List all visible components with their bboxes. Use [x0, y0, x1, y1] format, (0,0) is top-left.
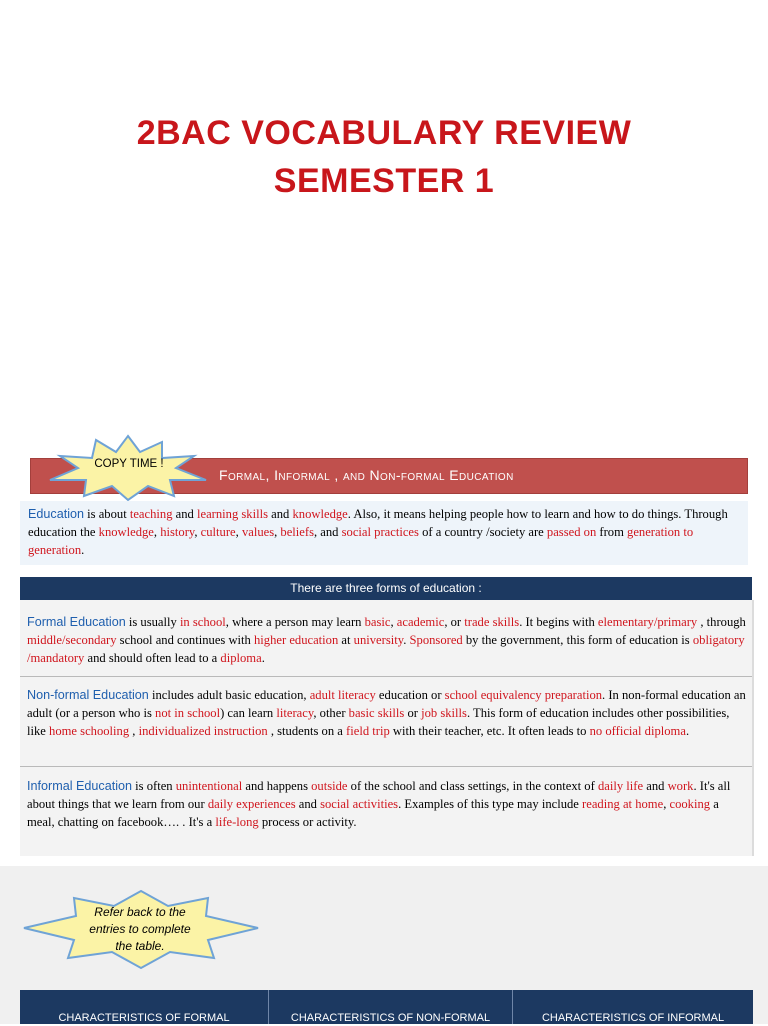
informal-education-paragraph — [27, 777, 747, 831]
vocabulary-term: basic — [364, 615, 391, 629]
text-run: , through — [697, 615, 746, 629]
vocabulary-term: job skills — [421, 706, 467, 720]
vocabulary-term: history — [160, 525, 195, 539]
vocabulary-term: home schooling — [49, 724, 130, 738]
copy-time-label: COPY TIME ! — [94, 458, 164, 470]
vocabulary-term: values — [241, 525, 275, 539]
column-header-informal: CHARACTERISTICS OF INFORMAL — [541, 1012, 725, 1024]
text-run: . Also, it means helping people how to learn and how to do things. Through education the — [28, 507, 728, 539]
vocabulary-term: no official diploma — [589, 724, 686, 738]
text-run: , — [390, 615, 397, 629]
text-run: and — [643, 779, 668, 793]
vocabulary-term: reading at home — [582, 797, 664, 811]
vocabulary-term: academic — [396, 615, 445, 629]
vocabulary-term: generation to generation — [28, 525, 694, 557]
text-run: , other — [313, 706, 349, 720]
text-run: is often — [132, 779, 176, 793]
divider — [20, 676, 752, 677]
vocabulary-term: trade skills — [464, 615, 520, 629]
text-run: from — [596, 525, 628, 539]
column-header-formal: CHARACTERISTICS OF FORMAL — [58, 1012, 230, 1024]
text-run: . — [403, 633, 410, 647]
text-run: , — [153, 525, 161, 539]
forms-header: There are three forms of education : — [20, 577, 752, 600]
text-run: , where a person may learn — [225, 615, 365, 629]
term-heading: Education — [28, 507, 85, 521]
text-run: . — [685, 724, 690, 738]
text-run: process or activity. — [258, 815, 357, 829]
vocabulary-term: unintentional — [175, 779, 243, 793]
text-run: and should often lead to a — [84, 651, 221, 665]
text-run: , — [274, 525, 281, 539]
refer-back-label: Refer back to the entries to complete the table. — [89, 905, 191, 953]
nonformal-education-paragraph — [27, 686, 747, 740]
vocabulary-term: beliefs — [280, 525, 314, 539]
vocabulary-term: adult literacy — [309, 688, 376, 702]
text-run: , — [129, 724, 139, 738]
text-run: at — [338, 633, 354, 647]
vocabulary-term: social activities — [320, 797, 399, 811]
vocabulary-term: obligatory /mandatory — [27, 633, 745, 665]
vocabulary-term: cooking — [669, 797, 711, 811]
text-run: . This form of education includes other possibilities, like — [27, 706, 730, 738]
vocabulary-term: literacy — [276, 706, 314, 720]
vocabulary-term: university — [353, 633, 404, 647]
vocabulary-term: school equivalency preparation — [444, 688, 603, 702]
text-run: . — [81, 543, 85, 557]
vocabulary-term: Sponsored — [409, 633, 463, 647]
text-run: . — [261, 651, 265, 665]
vocabulary-term: diploma — [220, 651, 262, 665]
page-subtitle: SEMESTER 1 — [273, 162, 495, 200]
text-run: , and — [314, 525, 342, 539]
text-run: and — [295, 797, 321, 811]
vocabulary-term: not in school — [155, 706, 221, 720]
formal-education-paragraph — [27, 613, 747, 667]
vocabulary-term: social practices — [341, 525, 419, 539]
vocabulary-term: daily life — [597, 779, 644, 793]
text-run: education or — [375, 688, 445, 702]
text-run: or — [404, 706, 422, 720]
vocabulary-term: elementary/primary — [597, 615, 698, 629]
panel-edge — [752, 600, 754, 856]
vocabulary-term: in school — [179, 615, 226, 629]
text-run: by the government, this form of education is — [462, 633, 693, 647]
text-run: . Examples of this type may include — [398, 797, 583, 811]
text-run: and — [172, 507, 197, 521]
vocabulary-term: outside — [311, 779, 348, 793]
vocabulary-term: knowledge — [292, 507, 348, 521]
column-header-nonformal: CHARACTERISTICS OF NON-FORMAL — [290, 1012, 491, 1024]
vocabulary-term: higher education — [254, 633, 339, 647]
vocabulary-term: learning skills — [197, 507, 269, 521]
vocabulary-term: culture — [200, 525, 236, 539]
vocabulary-term: passed on — [546, 525, 597, 539]
text-run: , — [663, 797, 670, 811]
vocabulary-term: basic skills — [348, 706, 405, 720]
section-banner-title: Formal, Informal , and Non-formal Education — [219, 467, 514, 483]
text-run: . It's all about things that we learn from our — [27, 779, 731, 811]
vocabulary-term: work — [667, 779, 694, 793]
term-heading: Non-formal Education — [27, 688, 149, 702]
text-run: is usually — [125, 615, 180, 629]
text-run: , or — [444, 615, 465, 629]
text-run: is about — [84, 507, 130, 521]
intro-paragraph — [20, 501, 748, 565]
vocabulary-term: life-long — [215, 815, 259, 829]
text-run: of a country /society are — [418, 525, 547, 539]
vocabulary-term: individualized instruction — [138, 724, 268, 738]
text-run: , students on a — [267, 724, 347, 738]
text-run: . In non-formal education an adult (or a person who is — [27, 688, 746, 720]
term-heading: Formal Education — [27, 615, 126, 629]
text-run: and — [268, 507, 293, 521]
vocabulary-term: daily experiences — [207, 797, 296, 811]
text-run: school and continues with — [116, 633, 254, 647]
page-title: 2BAC VOCABULARY REVIEW — [136, 114, 632, 152]
vocabulary-term: knowledge — [98, 525, 154, 539]
text-run: , — [194, 525, 201, 539]
text-run: and happens — [242, 779, 312, 793]
term-heading: Informal Education — [27, 779, 133, 793]
vocabulary-term: field trip — [346, 724, 390, 738]
vocabulary-term: teaching — [129, 507, 173, 521]
text-run: of the school and class settings, in the context of — [347, 779, 598, 793]
text-run: with their teacher, etc. It often leads to — [389, 724, 590, 738]
text-run: , — [235, 525, 242, 539]
text-run: includes adult basic education, — [148, 688, 310, 702]
text-run: ) can learn — [220, 706, 277, 720]
text-run: a meal, chatting on facebook…. . It's a — [27, 797, 719, 829]
vocabulary-term: middle/secondary — [27, 633, 117, 647]
divider — [20, 766, 752, 767]
text-run: . It begins with — [519, 615, 598, 629]
